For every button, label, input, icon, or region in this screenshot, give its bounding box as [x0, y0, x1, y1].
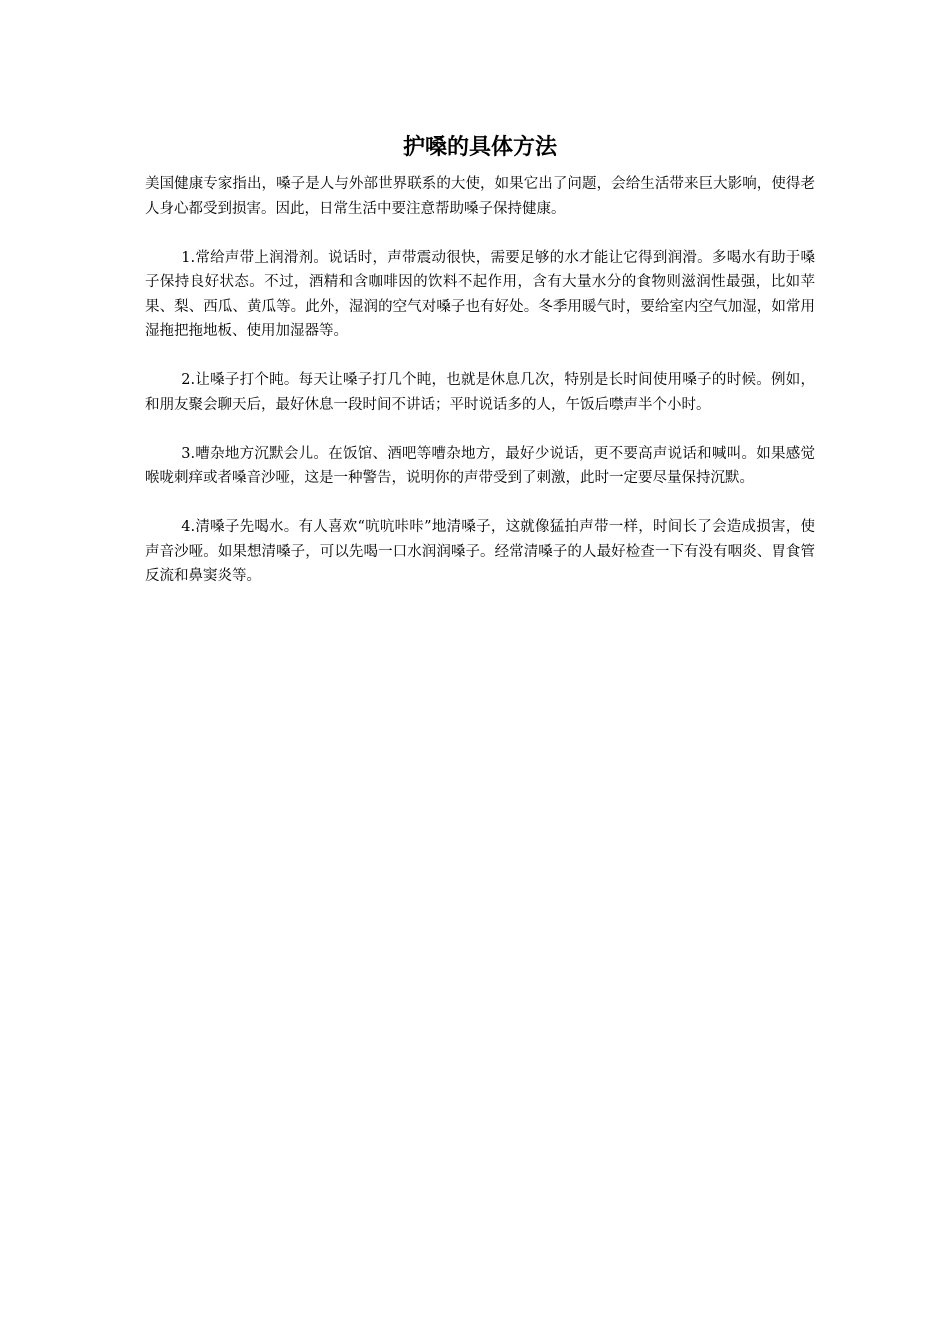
tip-paragraph-4: 4.清嗓子先喝水。有人喜欢“吭吭咔咔”地清嗓子，这就像猛拍声带一样，时间长了会造成损害，使声音沙哑。如果想清嗓子，可以先喝一口水润润嗓子。经常清嗓子的人最好检查一下有没有咽炎、胃食管反流和鼻窦炎等。 [145, 519, 815, 584]
document-page [145, 132, 815, 613]
document-title: 护嗓的具体方法 [402, 135, 557, 160]
tip-paragraph-3: 3.嘈杂地方沉默会儿。在饭馆、酒吧等嘈杂地方，最好少说话，更不要高声说话和喊叫。如果感觉喉咙刺痒或者嗓音沙哑，这是一种警告，说明你的声带受到了刺激，此时一定要尽量保持沉默。 [145, 445, 815, 486]
intro-paragraph: 美国健康专家指出，嗓子是人与外部世界联系的大使，如果它出了问题，会给生活带来巨大影响，使得老人身心都受到损害。因此，日常生活中要注意帮助嗓子保持健康。 [145, 176, 815, 217]
tip-paragraph-1: 1.常给声带上润滑剂。说话时，声带震动很快，需要足够的水才能让它得到润滑。多喝水有助于嗓子保持良好状态。不过，酒精和含咖啡因的饮料不起作用，含有大量水分的食物则滋润性最强，比如苹果、梨、西瓜、黄瓜等。此外，湿润的空气对嗓子也有好处。冬季用暖气时，要给室内空气加湿，如常用湿拖把拖地板、使用加湿器等。 [145, 249, 815, 339]
tip-paragraph-2: 2.让嗓子打个盹。每天让嗓子打几个盹，也就是休息几次，特别是长时间使用嗓子的时候。例如，和朋友聚会聊天后，最好休息一段时间不讲话；平时说话多的人，午饭后噤声半个小时。 [145, 372, 815, 413]
